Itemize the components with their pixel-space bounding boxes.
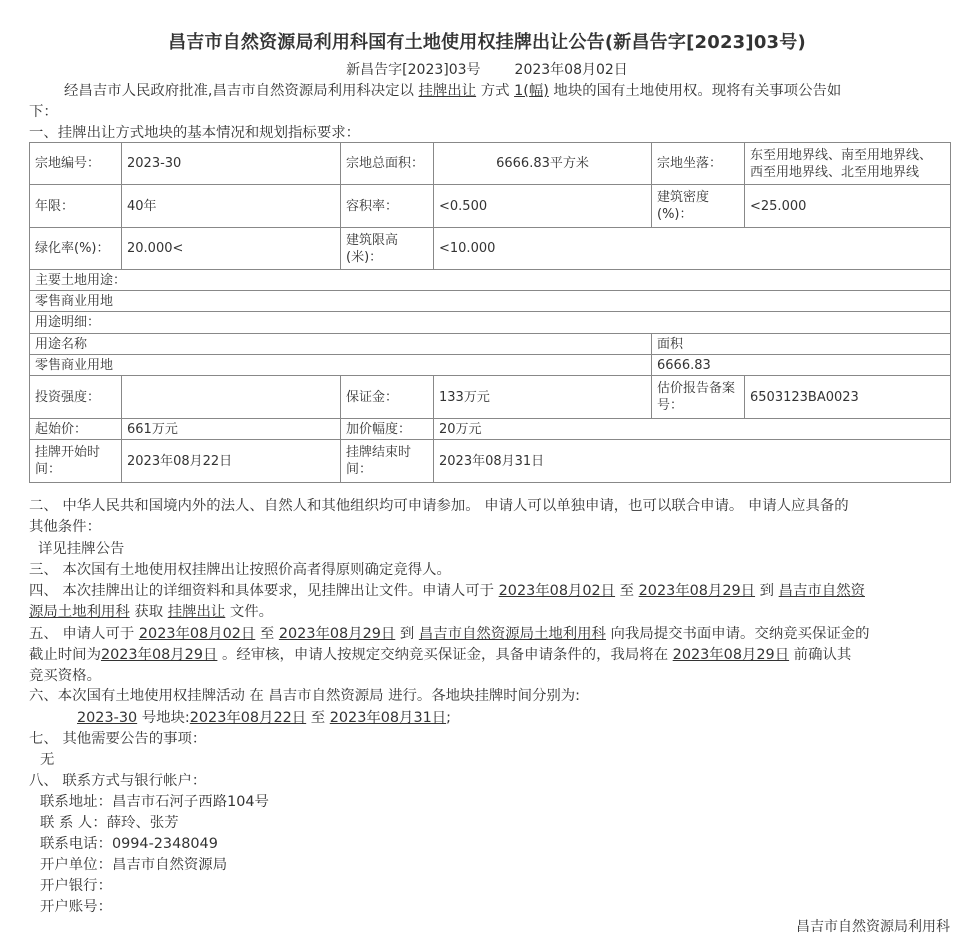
- date-link[interactable]: 2023年08月02日: [138, 626, 256, 642]
- date-link[interactable]: 2023年08月29日: [278, 626, 396, 642]
- account-number: 开户账号：: [40, 899, 112, 915]
- date-link[interactable]: 2023年08月22日: [189, 710, 307, 726]
- section5-line2: 截止时间为2023年08月29日 。经审核，申请人按规定交纳竞买保证金，具备申请条件的，我局将在 2023年08月29日 前确认其: [29, 647, 852, 663]
- section2-line1: 二、 中华人民共和国境内外的法人、自然人和其他组织均可申请参加。 申请人可以单独申请，也可以联合申请。 申请人应具备的: [29, 498, 849, 514]
- use-name-header: 用途名称: [30, 334, 652, 355]
- table-row: [30, 312, 951, 334]
- green-value: 20.000<: [122, 228, 341, 270]
- main-use-value: 零售商业用地: [30, 291, 951, 312]
- total-area-value: 6666.83平方米: [434, 143, 652, 185]
- section4-line1: 四、 本次挂牌出让的详细资料和具体要求，见挂牌出让文件。申请人可于 2023年08月02日 至 2023年08月29日 到 昌吉市自然资: [29, 583, 865, 599]
- height-label: 建筑限高 (米)：: [341, 228, 434, 270]
- contact-phone: 联系电话：0994-2348049: [40, 836, 218, 852]
- section6-line1: 六、本次国有土地使用权挂牌活动 在 昌吉市自然资源局 进行。各地块挂牌时间分别为:: [29, 688, 581, 704]
- table-row: [30, 376, 951, 419]
- location-value: 东至用地界线、南至用地界线、 西至用地界线、北至用地界线: [745, 143, 951, 185]
- table-row: [30, 143, 951, 185]
- table-row: [30, 334, 951, 355]
- invest-label: 投资强度：: [30, 376, 122, 419]
- section1-heading: 一、挂牌出让方式地块的基本情况和规划指标要求：: [29, 125, 360, 141]
- use-area-value: 6666.83: [652, 355, 951, 376]
- invest-value: [122, 376, 341, 419]
- date-link[interactable]: 2023年08月29日: [638, 583, 756, 599]
- start-price-value: 661万元: [122, 419, 341, 440]
- listing-start-value: 2023年08月22日: [122, 440, 341, 483]
- listing-start-label: 挂牌开始时 间：: [30, 440, 122, 483]
- section4-line2: 源局土地利用科 获取 挂牌出让 文件。: [29, 604, 274, 620]
- bank-name: 开户银行：: [40, 878, 112, 894]
- section8-heading: 八、 联系方式与银行帐户：: [29, 773, 207, 789]
- account-unit: 开户单位：昌吉市自然资源局: [40, 857, 228, 873]
- place-link[interactable]: 源局土地利用科: [29, 604, 130, 620]
- listing-end-label: 挂牌结束时 间：: [341, 440, 434, 483]
- doc-number: 新昌告字[2023]03号: [346, 62, 481, 78]
- doc-date: 2023年08月02日: [514, 62, 628, 78]
- section2-line2: 其他条件：: [29, 519, 101, 535]
- location-label: 宗地坐落：: [652, 143, 745, 185]
- height-value: <10.000: [434, 228, 951, 270]
- parcel-link[interactable]: 2023-30: [77, 710, 138, 726]
- section3: 三、 本次国有土地使用权挂牌出让按照价高者得原则确定竞得人。: [29, 562, 451, 578]
- far-label: 容积率：: [341, 185, 434, 228]
- increment-value: 20万元: [434, 419, 951, 440]
- method-link[interactable]: 挂牌出让: [167, 604, 226, 620]
- count-link[interactable]: 1(幅): [514, 83, 549, 99]
- section2-line3: 详见挂牌公告: [38, 541, 125, 557]
- date-link[interactable]: 2023年08月02日: [498, 583, 616, 599]
- parcel-info-table: [29, 142, 951, 483]
- section7-content: 无: [40, 752, 55, 768]
- density-label: 建筑密度 (%)：: [652, 185, 745, 228]
- use-name-value: 零售商业用地: [30, 355, 652, 376]
- appraisal-value: 6503123BA0023: [745, 376, 951, 419]
- section5-line3: 竞买资格。: [29, 668, 101, 684]
- far-value: <0.500: [434, 185, 652, 228]
- section7-heading: 七、 其他需要公告的事项：: [29, 731, 207, 747]
- section5-line1: 五、 申请人可于 2023年08月02日 至 2023年08月29日 到 昌吉市自然资源局土地利用科 向我局提交书面申请。交纳竞买保证金的: [29, 626, 870, 642]
- section6-line2: 2023-30 号地块:2023年08月22日 至 2023年08月31日;: [77, 710, 452, 726]
- term-value: 40年: [122, 185, 341, 228]
- green-label: 绿化率(%)：: [30, 228, 122, 270]
- use-detail-label: 用途明细：: [30, 312, 951, 334]
- date-link[interactable]: 2023年08月31日: [329, 710, 447, 726]
- deposit-label: 保证金：: [341, 376, 434, 419]
- place-link[interactable]: 昌吉市自然资: [778, 583, 865, 599]
- total-area-label: 宗地总面积：: [341, 143, 434, 185]
- main-use-label: 主要土地用途：: [30, 270, 951, 291]
- date-link[interactable]: 2023年08月29日: [672, 647, 790, 663]
- intro-line1: 经昌吉市人民政府批准,昌吉市自然资源局利用科决定以 挂牌出让 方式 1(幅) 地块的国有土地使用权。现将有关事项公告如: [64, 83, 842, 99]
- doc-meta: [0, 61, 974, 79]
- appraisal-label: 估价报告备案 号：: [652, 376, 745, 419]
- table-row: [30, 440, 951, 483]
- intro-line2: 下：: [29, 104, 58, 120]
- contact-address: 联系地址：昌吉市石河子西路104号: [40, 794, 269, 810]
- date-link[interactable]: 2023年08月29日: [100, 647, 218, 663]
- table-row: [30, 228, 951, 270]
- table-row: [30, 291, 951, 312]
- method-link[interactable]: 挂牌出让: [418, 83, 477, 99]
- parcel-no-value: 2023-30: [122, 143, 341, 185]
- listing-end-value: 2023年08月31日: [434, 440, 951, 483]
- start-price-label: 起始价：: [30, 419, 122, 440]
- table-row: [30, 419, 951, 440]
- parcel-no-label: 宗地编号：: [30, 143, 122, 185]
- issuer-signature: 昌吉市自然资源局利用科: [796, 919, 950, 935]
- term-label: 年限：: [30, 185, 122, 228]
- table-row: [30, 355, 951, 376]
- page-title: 昌吉市自然资源局利用科国有土地使用权挂牌出让公告(新昌告字[2023]03号): [168, 32, 806, 53]
- contact-person: 联 系 人：薛玲、张芳: [40, 815, 179, 831]
- use-area-header: 面积: [652, 334, 951, 355]
- place-link[interactable]: 昌吉市自然资源局土地利用科: [418, 626, 606, 642]
- table-row: [30, 270, 951, 291]
- deposit-value: 133万元: [434, 376, 652, 419]
- increment-label: 加价幅度：: [341, 419, 434, 440]
- density-value: <25.000: [745, 185, 951, 228]
- table-row: [30, 185, 951, 228]
